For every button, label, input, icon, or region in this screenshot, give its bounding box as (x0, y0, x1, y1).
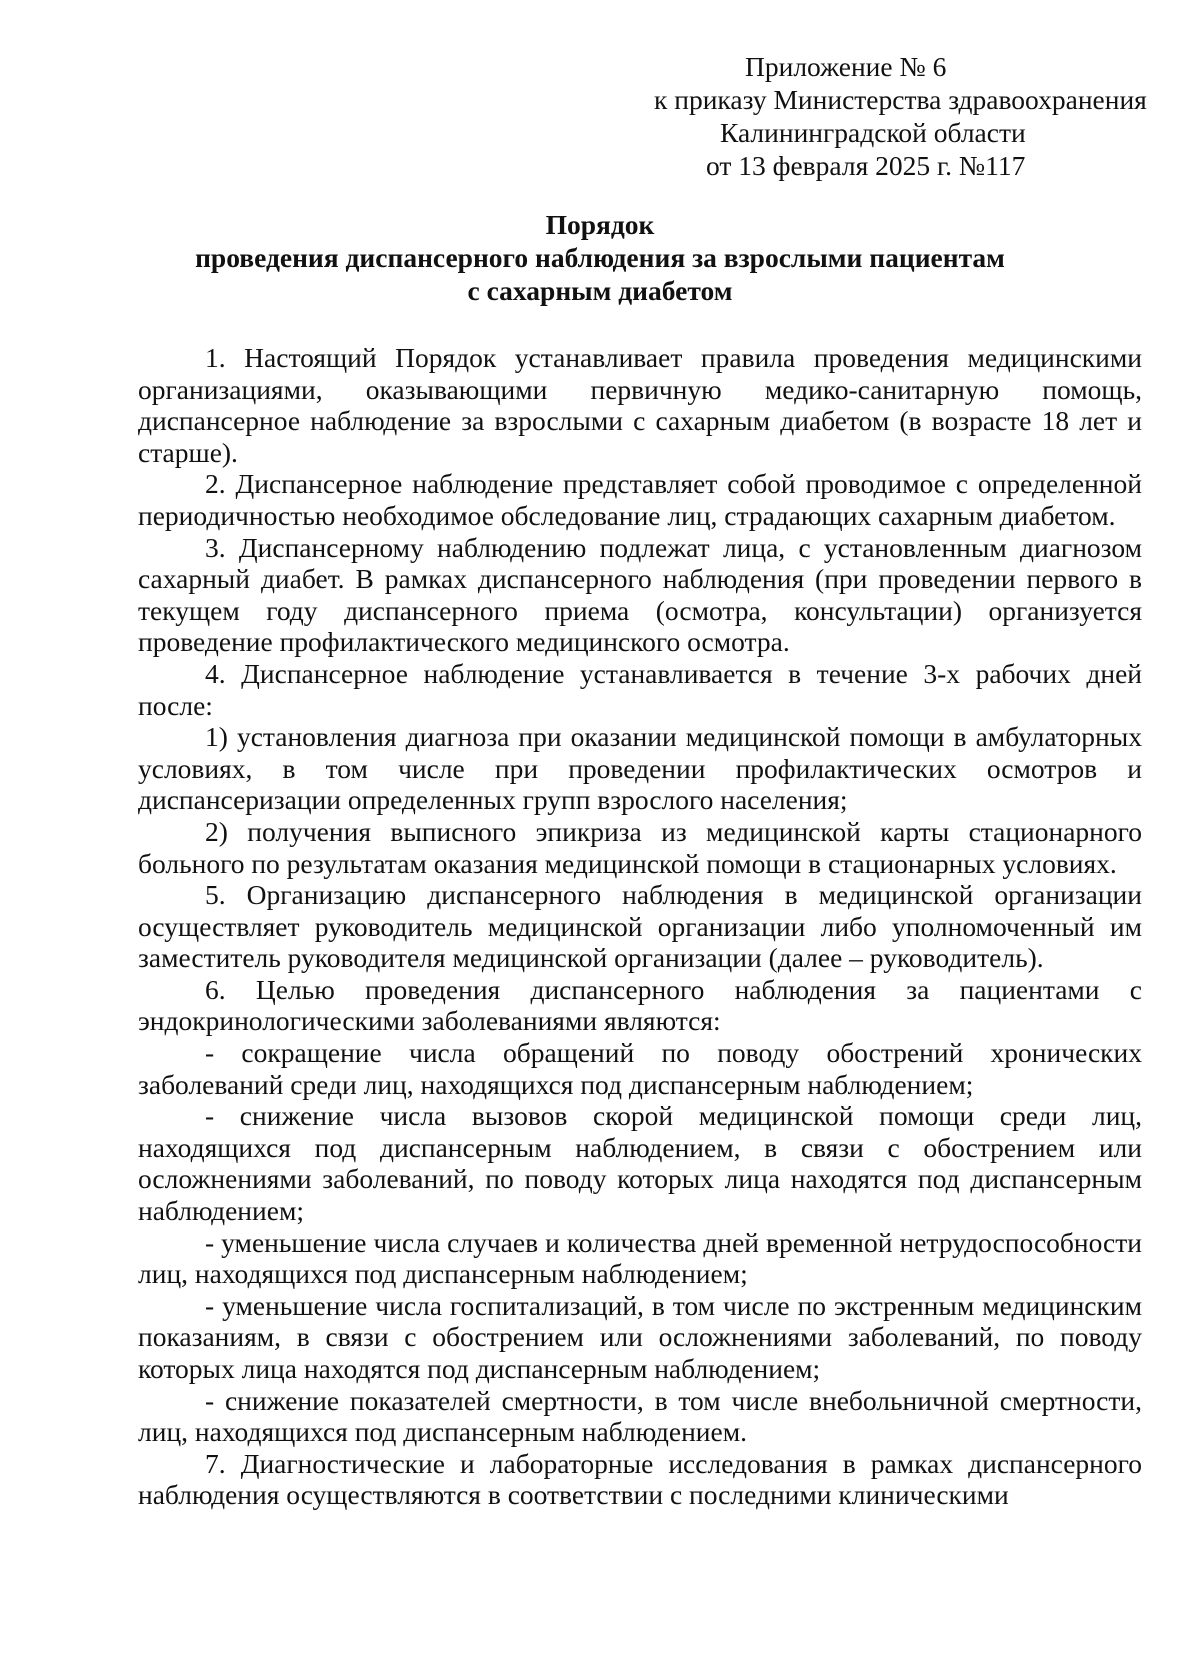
paragraph: 2) получения выписного эпикриза из медицинской карты стационарного больного по результатам оказания медицинской помощи в стационарных условиях. (138, 815, 1142, 879)
paragraph: 5. Организацию диспансерного наблюдения в медицинской организации осуществляет руководитель медицинской организации либо уполномоченный им заместитель руководителя медицинской организации (далее – руководитель). (138, 879, 1142, 974)
title-line-3: с сахарным диабетом (467, 275, 733, 306)
document-title (0, 208, 1200, 307)
appendix-order-ref: к приказу Министерства здравоохранения (654, 84, 1147, 115)
paragraph: 4. Диспансерное наблюдение устанавливается в течение 3-х рабочих дней после: (138, 657, 1142, 721)
paragraph: 3. Диспансерному наблюдению подлежат лица, с установленным диагнозом сахарный диабет. В рамках диспансерного наблюдения (при проведении первого в текущем году диспансерного приема (осмотра, консультации) организуется проведение профилактического медицинского осмотра. (138, 531, 1142, 658)
paragraph: 7. Диагностические и лабораторные исследования в рамках диспансерного наблюдения осуществляются в соответствии с последними клиническими (138, 1447, 1142, 1511)
paragraph: - сокращение числа обращений по поводу обострений хронических заболеваний среди лиц, находящихся под диспансерным наблюдением; (138, 1037, 1142, 1100)
paragraph: - снижение числа вызовов скорой медицинской помощи среди лиц, находящихся под диспансерным наблюдением, в связи с обострением или осложнениями заболеваний, по поводу которых лица находятся под диспансерным наблюдением; (138, 1100, 1142, 1227)
paragraph: - уменьшение числа госпитализаций, в том числе по экстренным медицинским показаниям, в связи с обострением или осложнениями заболеваний, по поводу которых лица находятся под диспансерным наблюдением; (138, 1289, 1142, 1384)
title-line-1: Порядок (545, 209, 655, 240)
document-body (138, 342, 1142, 1511)
paragraph: 1. Настоящий Порядок устанавливает правила проведения медицинскими организациями, оказывающими первичную медико-санитарную помощь, диспансерное наблюдение за взрослыми с сахарным диабетом (в возрасте 18 лет и старше). (138, 342, 1142, 468)
paragraph: 6. Целью проведения диспансерного наблюдения за пациентами с эндокринологическими заболеваниями являются: (138, 973, 1142, 1037)
appendix-header (560, 50, 1147, 182)
title-line-2: проведения диспансерного наблюдения за взрослыми пациентам (195, 242, 1005, 273)
paragraph: - снижение показателей смертности, в том числе внебольничной смертности, лиц, находящихся под диспансерным наблюдением. (138, 1384, 1142, 1448)
appendix-number: Приложение № 6 (745, 51, 947, 82)
paragraph: 1) установления диагноза при оказании медицинской помощи в амбулаторных условиях, в том числе при проведении профилактических осмотров и диспансеризации определенных групп взрослого населения; (138, 721, 1142, 816)
appendix-region: Калининградской области (720, 117, 1026, 148)
paragraph: 2. Диспансерное наблюдение представляет собой проводимое с определенной периодичностью необходимое обследование лиц, страдающих сахарным диабетом. (138, 468, 1142, 531)
paragraph: - уменьшение числа случаев и количества дней временной нетрудоспособности лиц, находящихся под диспансерным наблюдением; (138, 1226, 1142, 1290)
appendix-date: от 13 февраля 2025 г. №117 (706, 150, 1026, 181)
